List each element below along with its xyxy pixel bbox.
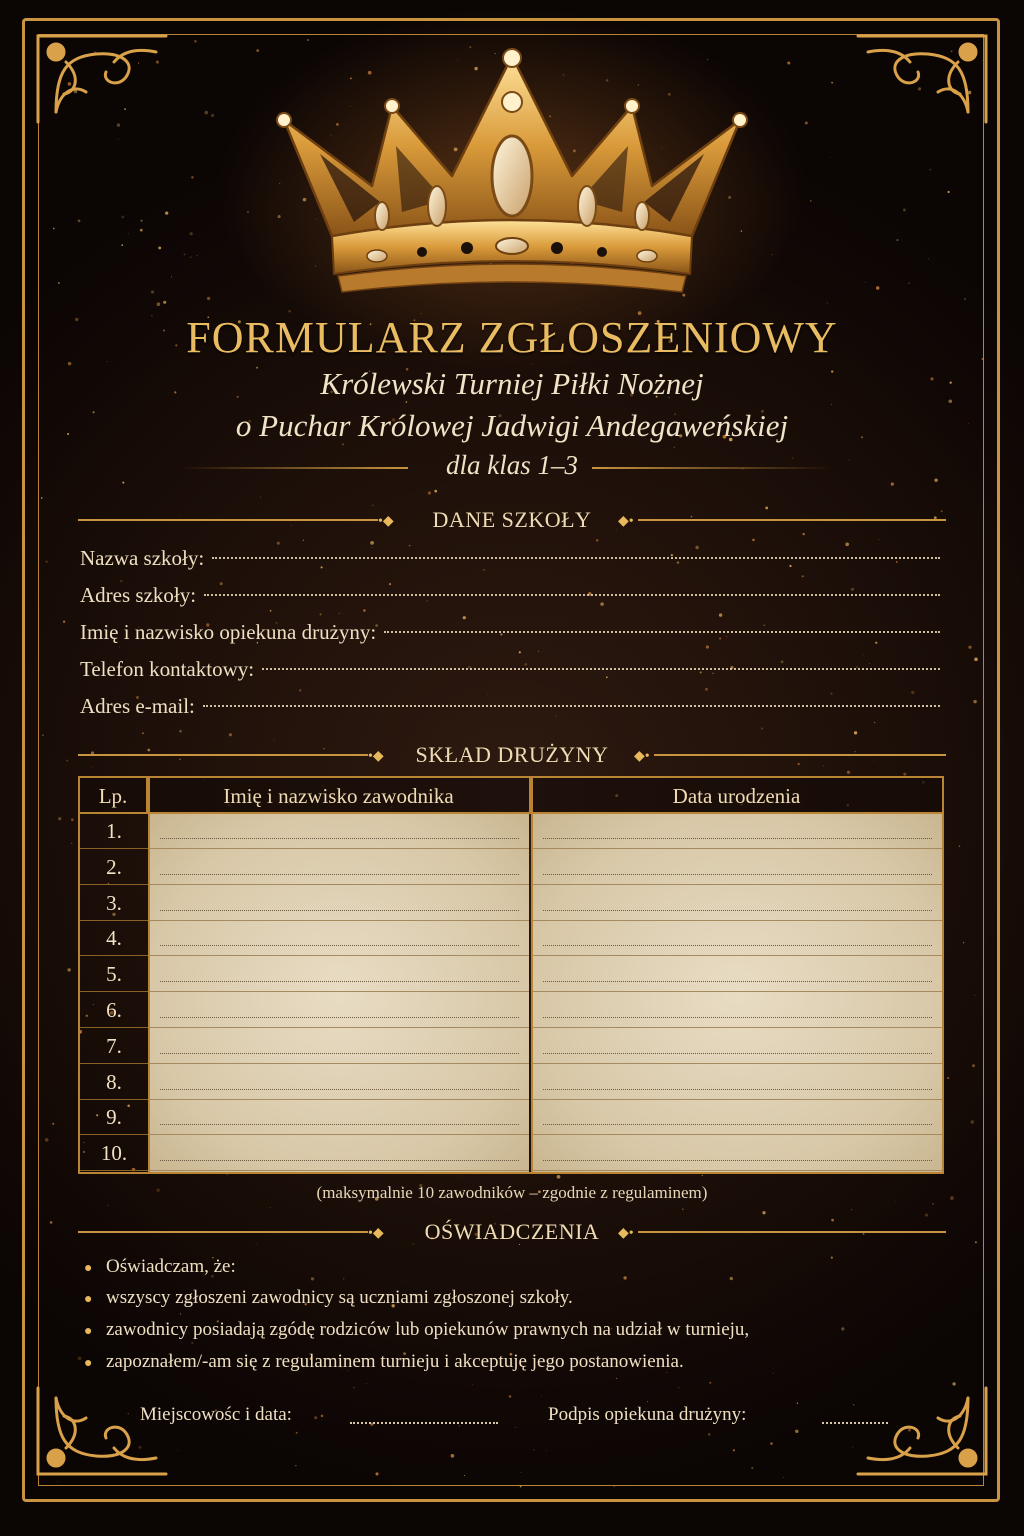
row-number: 9.	[80, 1100, 148, 1135]
place-date-fill-line[interactable]	[350, 1420, 498, 1424]
section-label: OŚWIADCZENIA	[424, 1219, 600, 1244]
corner-ornament-top-left	[26, 22, 176, 132]
row-number: 1.	[80, 814, 148, 849]
birth-date-cell[interactable]	[533, 1100, 942, 1135]
section-heading-squad	[78, 742, 946, 768]
player-name-cell[interactable]	[150, 957, 529, 992]
ornament-dot-icon: ◆•	[618, 514, 634, 529]
row-number: 4.	[80, 921, 148, 956]
row-number: 10.	[80, 1136, 148, 1171]
guardian-signature-label: Podpis opiekuna drużyny:	[548, 1404, 747, 1425]
ornament-dot-icon: •◆	[378, 514, 394, 529]
fill-in-line	[160, 1017, 519, 1018]
fill-in-line[interactable]	[204, 592, 940, 596]
bullet-icon: ●	[84, 1261, 93, 1276]
row-number: 8.	[80, 1065, 148, 1100]
corner-ornament-top-right	[848, 22, 998, 132]
declaration-item	[84, 1319, 954, 1341]
fill-in-line	[160, 838, 519, 839]
fill-in-line[interactable]	[262, 666, 940, 670]
ornament-dot-icon: ◆•	[634, 749, 650, 764]
column-header-birth-date: Data urodzenia	[531, 778, 942, 814]
ornament-dot-icon: ◆•	[618, 1226, 634, 1241]
player-name-cell[interactable]	[150, 886, 529, 921]
fill-in-line	[543, 1160, 932, 1161]
school-address-field[interactable]	[80, 583, 940, 613]
table-note: (maksymalnie 10 zawodników – zgodnie z regulaminem)	[316, 1183, 708, 1202]
declaration-text: wszyscy zgłoszeni zawodnicy są uczniami zgłoszonej szkoły.	[106, 1287, 573, 1308]
birth-date-cell[interactable]	[533, 921, 942, 956]
divider-line	[638, 1231, 946, 1233]
birth-date-cell[interactable]	[533, 850, 942, 885]
player-name-cell[interactable]	[150, 993, 529, 1028]
column-header-player-name: Imię i nazwisko zawodnika	[148, 778, 531, 814]
row-number: 2.	[80, 850, 148, 885]
fill-in-line	[160, 981, 519, 982]
corner-ornament-bottom-right	[848, 1378, 998, 1488]
section-label: SKŁAD DRUŻYNY	[415, 742, 609, 767]
row-number: 3.	[80, 886, 148, 921]
birth-date-cell[interactable]	[533, 957, 942, 992]
guardian-name-field[interactable]	[80, 620, 940, 650]
fill-in-line	[543, 1017, 932, 1018]
player-name-cell[interactable]	[150, 850, 529, 885]
birth-date-cell[interactable]	[533, 993, 942, 1028]
fill-in-line	[543, 1124, 932, 1125]
fill-in-line	[160, 910, 519, 911]
birth-date-cell[interactable]	[533, 1065, 942, 1100]
declaration-text: zapoznałem/-am się z regulaminem turnieju i akceptuję jego postanowienia.	[106, 1351, 684, 1372]
fill-in-line	[543, 838, 932, 839]
row-number: 6.	[80, 993, 148, 1028]
fill-in-line	[160, 1160, 519, 1161]
guardian-signature-fill-line[interactable]	[822, 1420, 888, 1424]
bullet-icon: ●	[84, 1356, 93, 1371]
player-name-cell[interactable]	[150, 921, 529, 956]
birth-date-cell[interactable]	[533, 1136, 942, 1171]
fill-in-line	[543, 874, 932, 875]
crown-icon	[262, 36, 762, 298]
place-date-label: Miejscowośc i data:	[140, 1404, 292, 1425]
player-name-cell[interactable]	[150, 1065, 529, 1100]
fill-in-line[interactable]	[203, 703, 940, 707]
field-label: Adres szkoły:	[80, 583, 197, 607]
fill-in-line	[160, 945, 519, 946]
field-label: Adres e-mail:	[80, 694, 195, 718]
corner-ornament-bottom-left	[26, 1378, 176, 1488]
fill-in-line	[160, 1053, 519, 1054]
declaration-text: Oświadczam, że:	[106, 1256, 236, 1277]
field-label: Imię i nazwisko opiekuna drużyny:	[80, 620, 377, 644]
field-label: Nazwa szkoły:	[80, 546, 205, 570]
field-label: Telefon kontaktowy:	[80, 657, 255, 681]
fill-in-line[interactable]	[384, 629, 940, 633]
birth-date-cell[interactable]	[533, 886, 942, 921]
divider-line	[654, 754, 946, 756]
tournament-name: Królewski Turniej Piłki Nożnej	[320, 366, 704, 401]
page-title: FORMULARZ ZGŁOSZENIOWY	[186, 313, 838, 362]
section-heading-declarations	[78, 1219, 946, 1245]
fill-in-line	[543, 945, 932, 946]
bullet-icon: ●	[84, 1292, 93, 1307]
tournament-cup-name: o Puchar Królowej Jadwigi Andegaweńskiej	[235, 408, 789, 443]
declaration-item	[84, 1256, 954, 1278]
ornament-dot-icon: •◆	[368, 749, 384, 764]
declaration-item	[84, 1287, 954, 1309]
section-label: DANE SZKOŁY	[432, 507, 592, 532]
column-header-lp: Lp.	[80, 778, 148, 814]
grade-range: dla klas 1–3	[446, 450, 578, 480]
squad-table	[78, 776, 944, 1174]
fill-in-line	[543, 1089, 932, 1090]
player-name-cell[interactable]	[150, 1029, 529, 1064]
ornament-dot-icon: •◆	[368, 1226, 384, 1241]
fill-in-line	[160, 874, 519, 875]
birth-date-cell[interactable]	[533, 1029, 942, 1064]
row-number: 5.	[80, 957, 148, 992]
player-name-cell[interactable]	[150, 1100, 529, 1135]
fill-in-line	[543, 981, 932, 982]
declaration-item	[84, 1351, 954, 1373]
player-name-cell[interactable]	[150, 814, 529, 849]
school-name-field[interactable]	[80, 546, 940, 576]
declaration-text: zawodnicy posiadają zgódę rodziców lub opiekunów prawnych na udział w turnieju,	[106, 1319, 750, 1340]
email-field[interactable]	[80, 694, 940, 724]
fill-in-line	[160, 1124, 519, 1125]
section-heading-school	[78, 507, 946, 533]
fill-in-line	[160, 1089, 519, 1090]
row-number: 7.	[80, 1029, 148, 1064]
fill-in-line	[543, 910, 932, 911]
fill-in-line[interactable]	[212, 555, 940, 559]
birth-date-cell[interactable]	[533, 814, 942, 849]
divider-line	[592, 467, 832, 469]
divider-line	[638, 519, 946, 521]
bullet-icon: ●	[84, 1324, 93, 1339]
player-name-cell[interactable]	[150, 1136, 529, 1171]
fill-in-line	[543, 1053, 932, 1054]
phone-field[interactable]	[80, 657, 940, 687]
